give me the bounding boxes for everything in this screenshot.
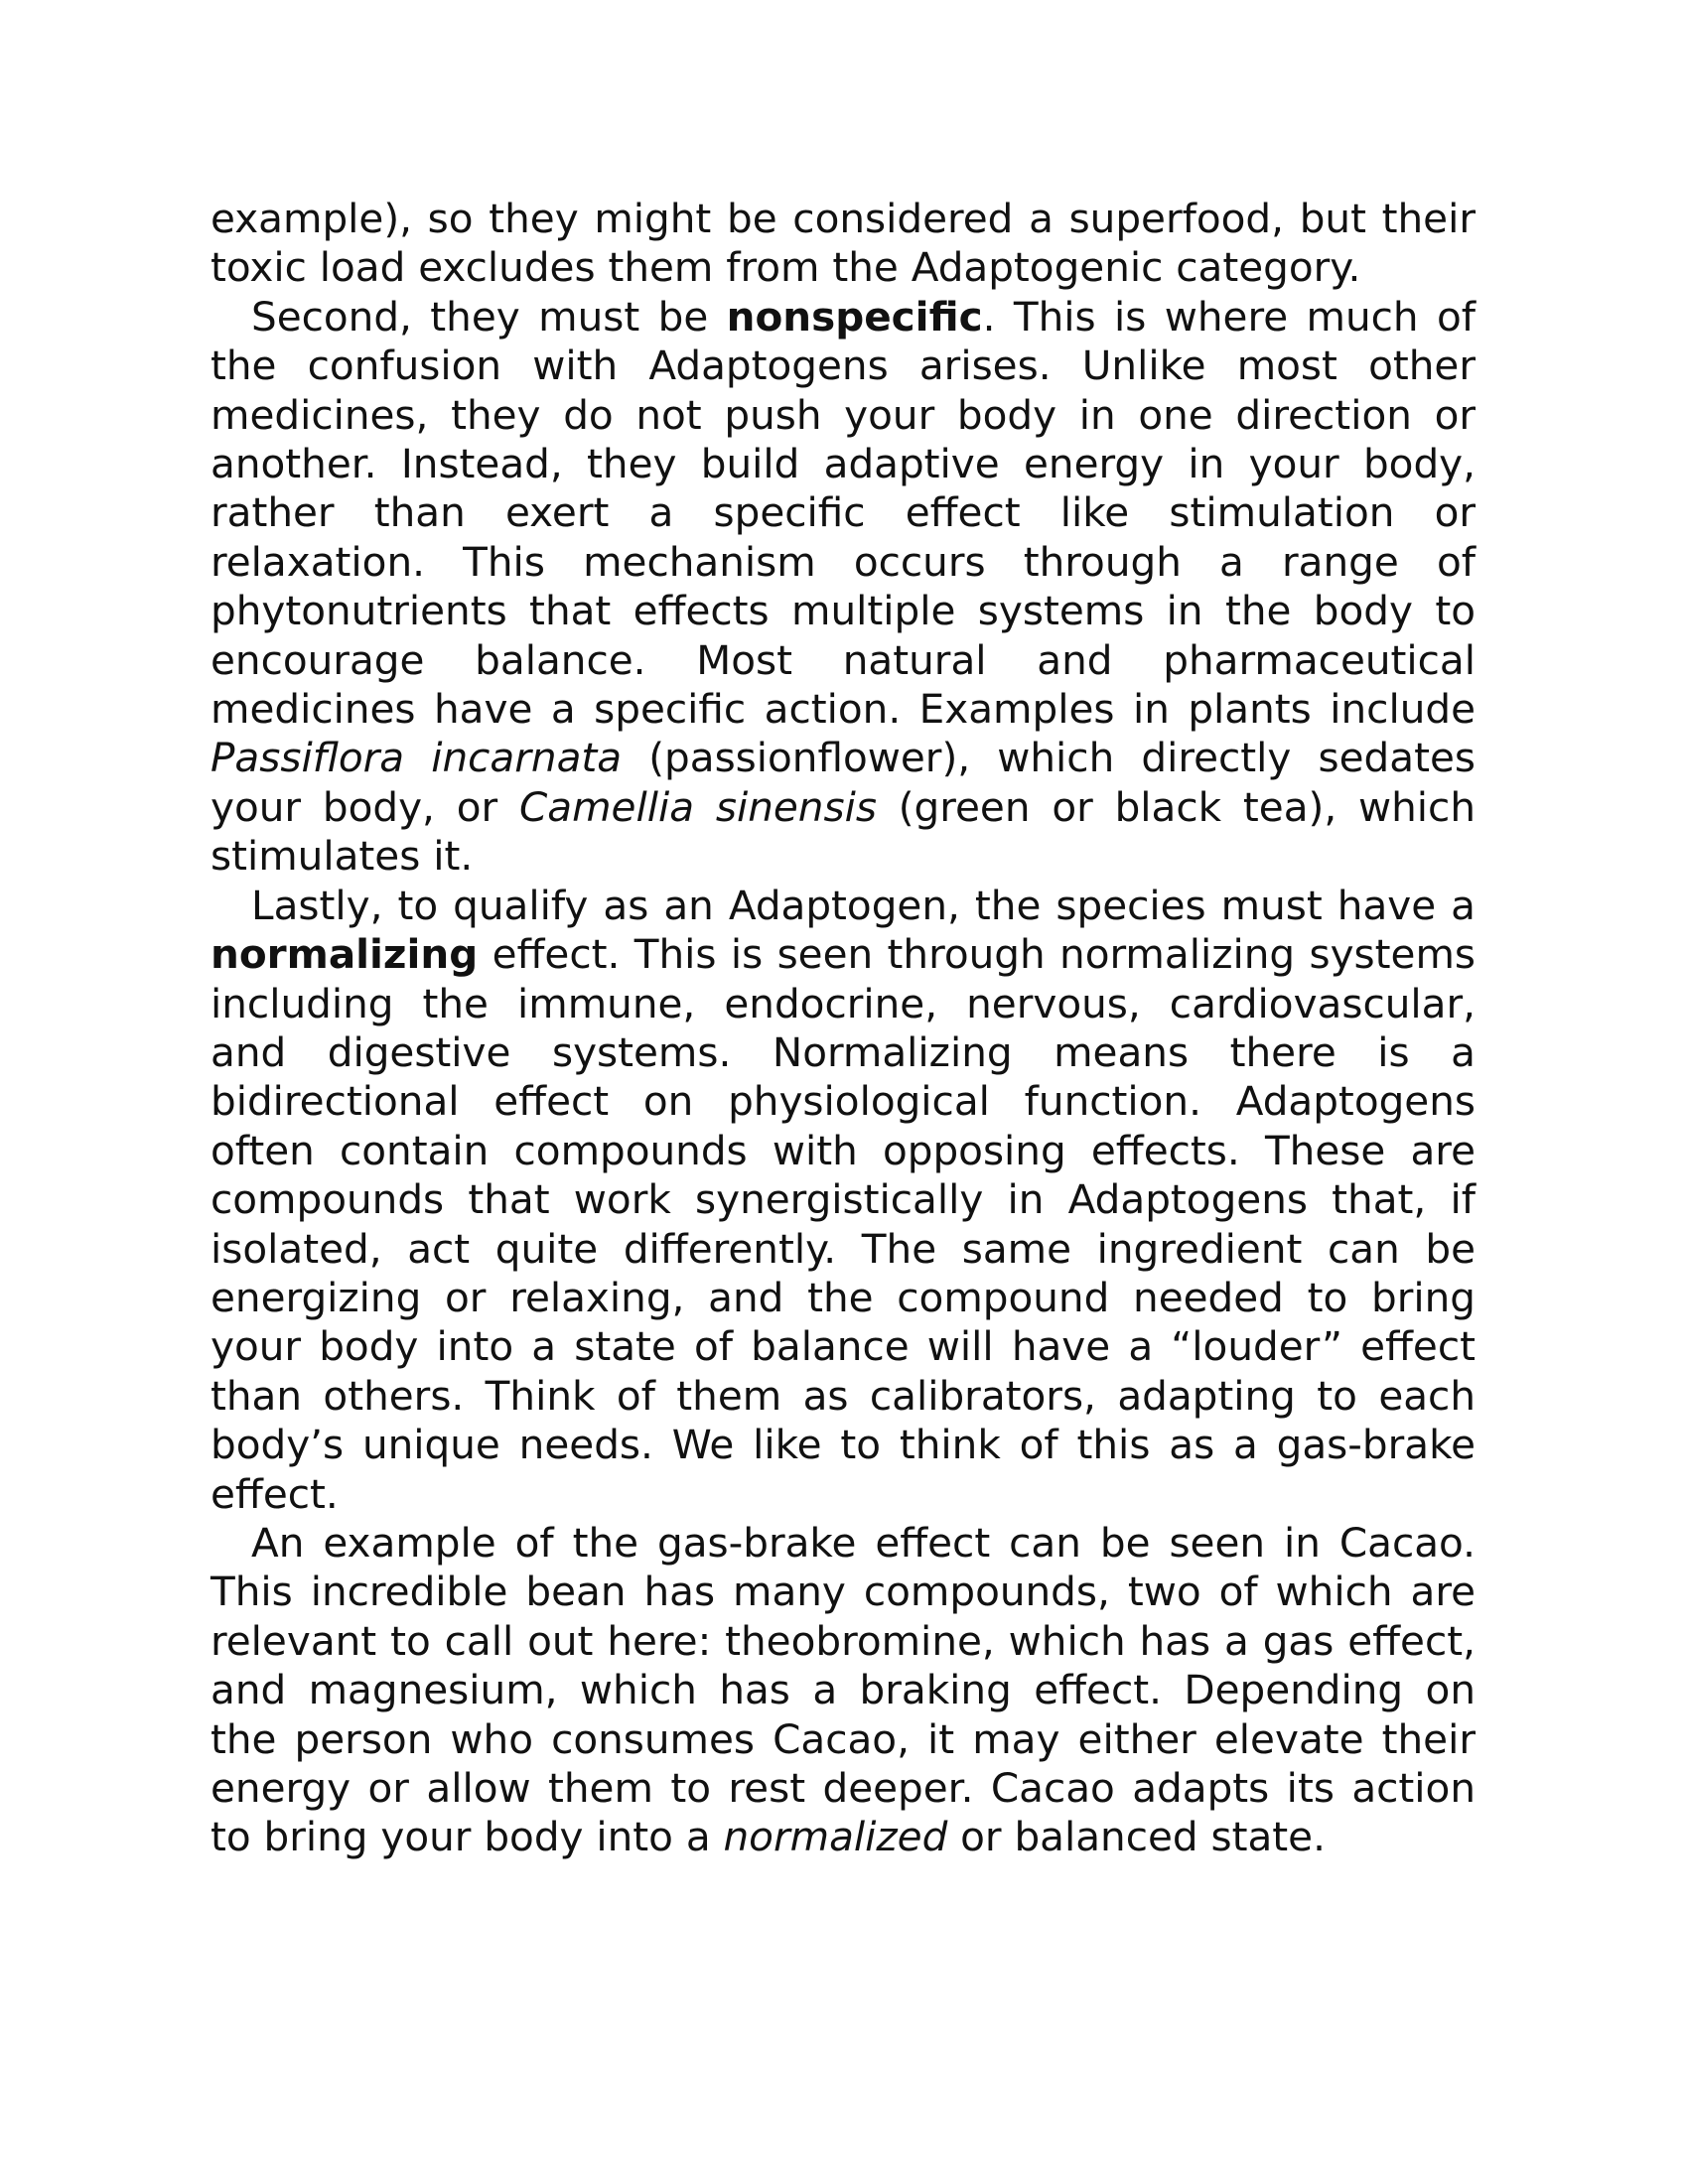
paragraph-text: (green or black tea), which stimulates it. [211,782,1476,881]
paragraph-text: Lastly, to qualify as an Adaptogen, the species must have a [251,881,1476,929]
species-name-passiflora: Passiflora incarnata [211,734,623,782]
paragraph-text: example), so they might be considered a superfood, but their toxic load excludes them from the Adaptogenic category. [211,195,1476,292]
paragraph-text: Second, they must be [251,292,727,341]
paragraph-nonspecific [211,293,1476,882]
paragraph-cacao-example [211,1519,1476,1862]
paragraph-normalizing [211,882,1476,1519]
document-page [211,195,1476,1862]
bold-term-nonspecific: nonspecific [726,292,983,341]
paragraph-text: or balanced state. [947,1813,1326,1861]
paragraph-text: . This is where much of the confusion with Adaptogens arises. Unlike most other medicines, they do not push your body in one direction or another. Instead, they build adaptive energy in your body, rather than exert a specific effect like stimulation or relaxation. This mechanism occurs through a range of phytonutrients that effects multiple systems in the body to encourage balance. Most natural and pharmaceutical medicines have a specific action. Examples in plants include [211,292,1476,734]
paragraph-text: An example of the gas-brake effect can be seen in Cacao. This incredible bean has many compounds, two of which are relevant to call out here: theobromine, which has a gas effect, and magnesium, which has a braking effect. Depending on the person who consumes Cacao, it may either elevate their energy or allow them to rest deeper. Cacao adapts its action to bring your body into a [211,1518,1476,1861]
paragraph-toxic-load [211,195,1476,293]
paragraph-text: (passionflower), which directly sedates your body, or [211,734,1476,831]
italic-term-normalized: normalized [723,1813,948,1861]
bold-term-normalizing: normalizing [211,930,479,979]
paragraph-text: effect. This is seen through normalizing systems including the immune, endocrine, nervous, cardiovascular, and digestive systems. Normalizing means there is a bidirectional effect on physiological function. Adaptogens often contain compounds with opposing effects. These are compounds that work synergistically in Adaptogens that, if isolated, act quite differently. The same ingredient can be energizing or relaxing, and the compound needed to bring your body into a state of balance will have a “louder” effect than others. Think of them as calibrators, adapting to each body’s unique needs. We like to think of this as a gas-brake effect. [211,930,1476,1518]
species-name-camellia: Camellia sinensis [519,782,877,831]
